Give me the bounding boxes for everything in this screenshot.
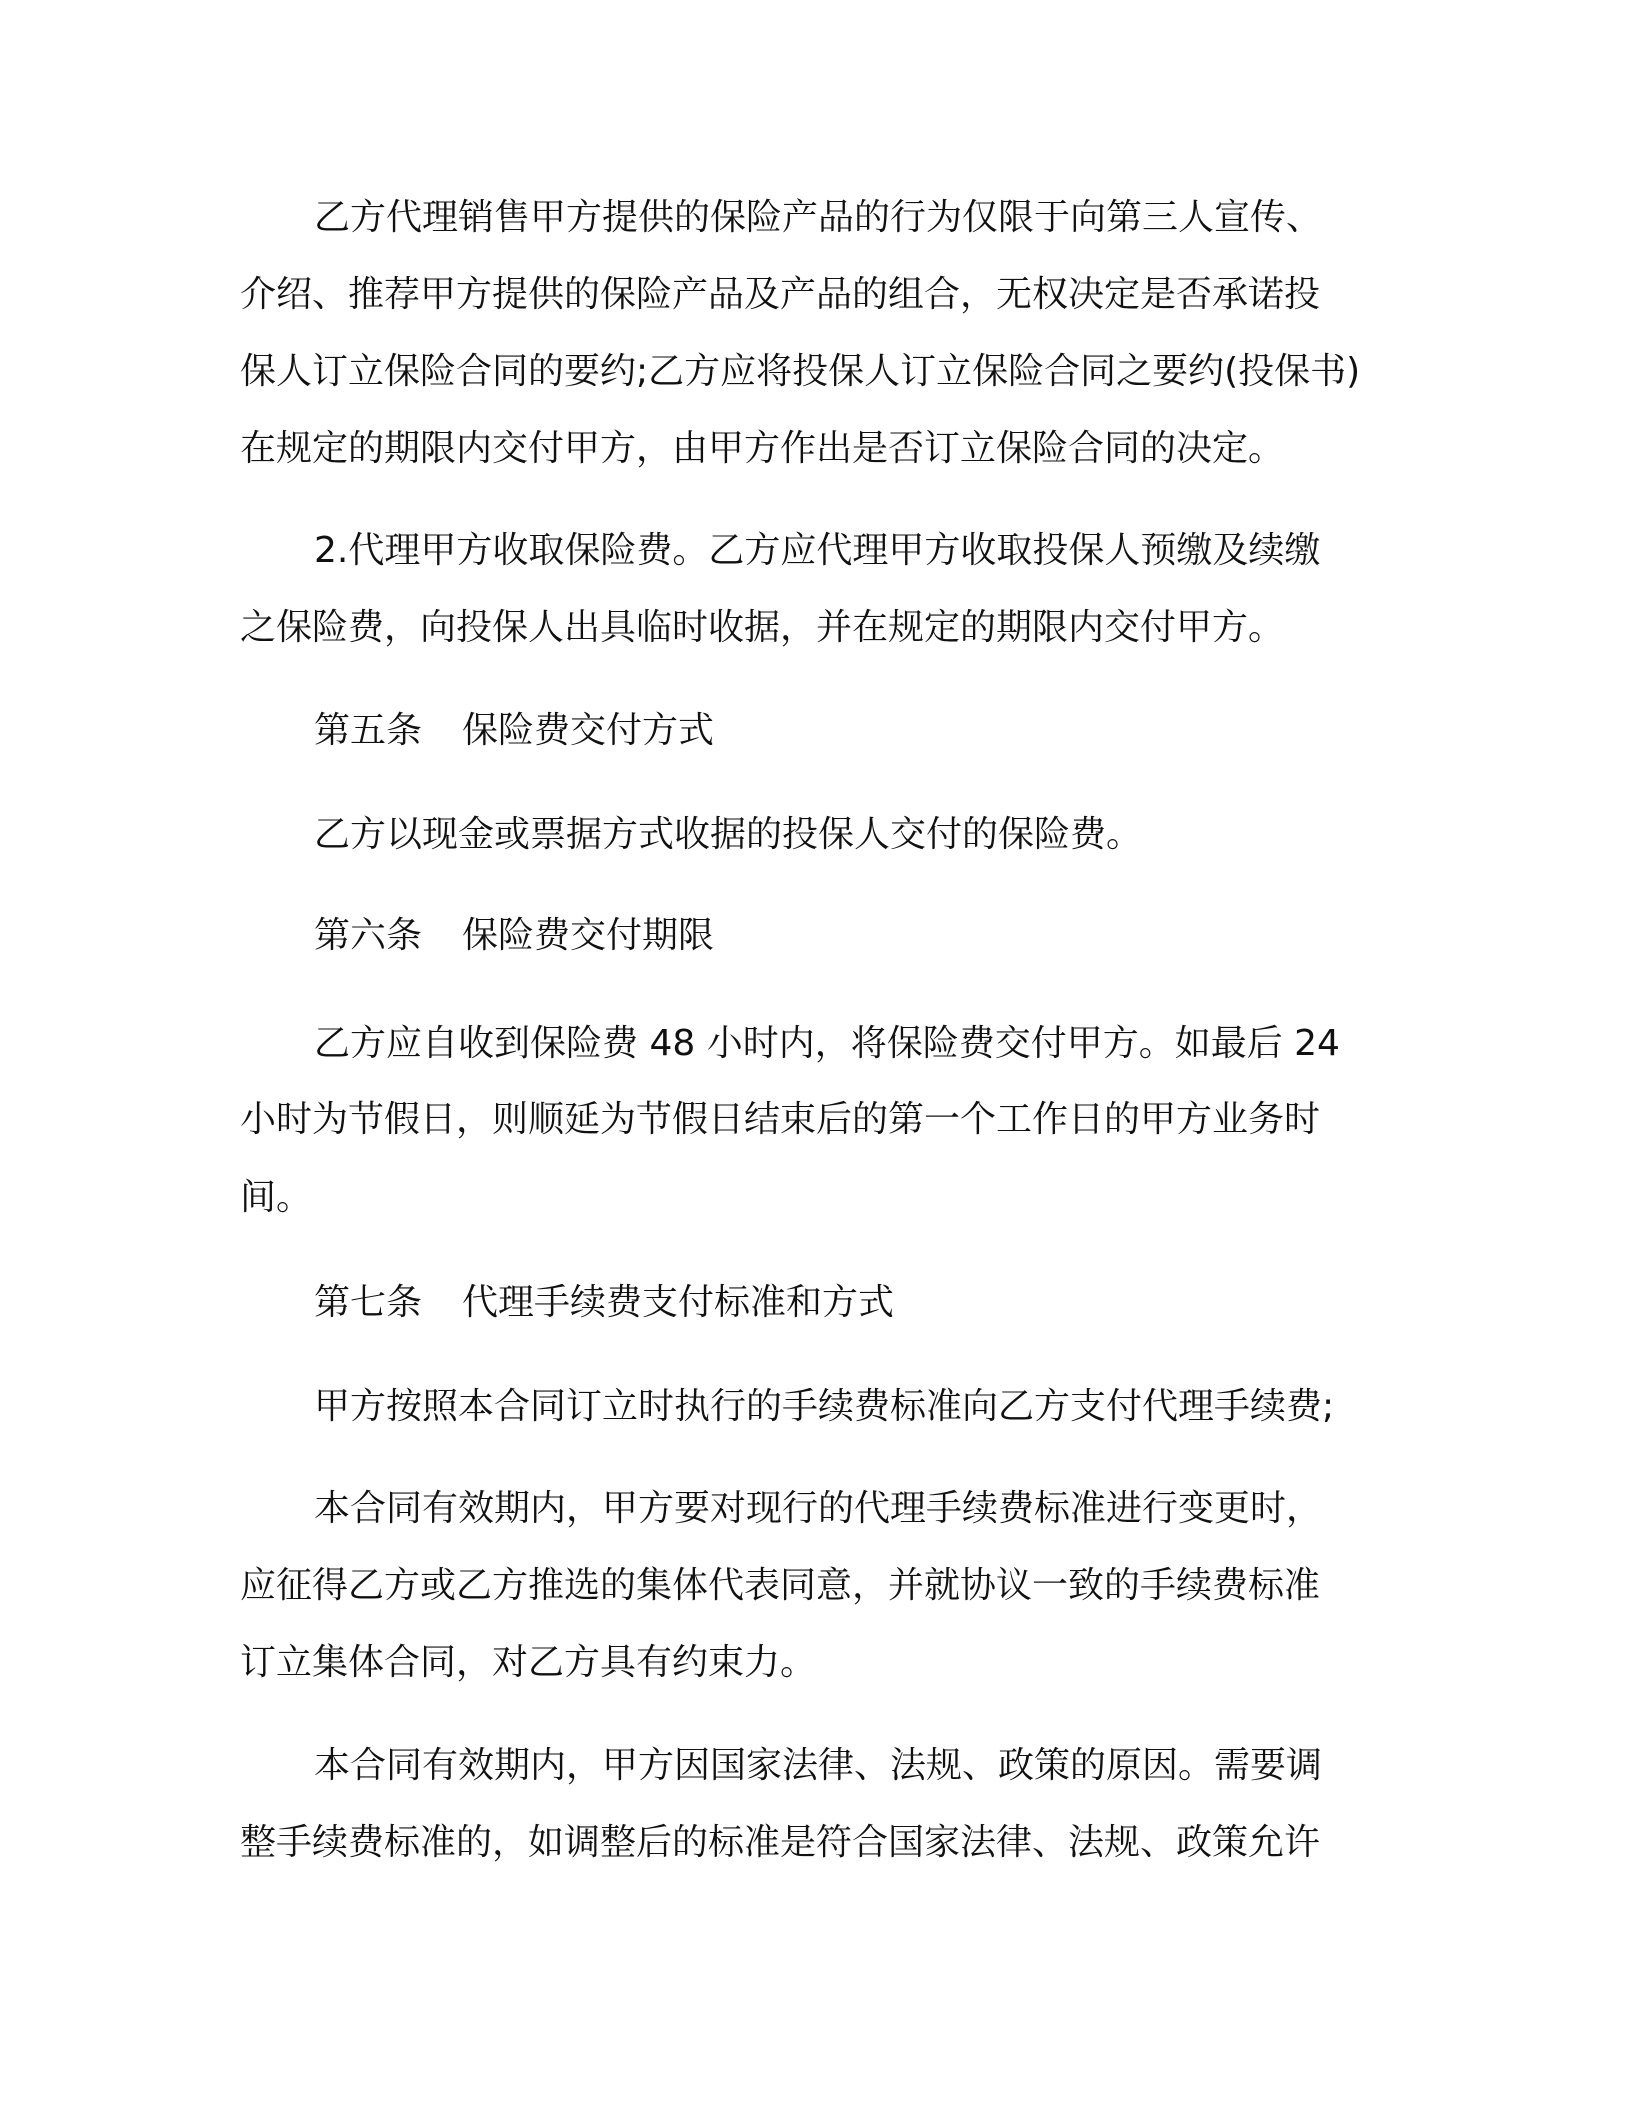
article-title: 保险费交付方式 [462,710,715,751]
paragraph-line: 间。 [240,1177,313,1218]
paragraph-line: 在规定的期限内交付甲方，由甲方作出是否订立保险合同的决定。 [240,428,1285,469]
paragraph-line: 小时为节假日，则顺延为节假日结束后的第一个工作日的甲方业务时 [240,1099,1321,1140]
article-heading-7 [314,1281,894,1325]
paragraph-line: 乙方应自收到保险费 48 小时内，将保险费交付甲方。如最后 24 [314,1023,1340,1064]
paragraph-line: 保人订立保险合同的要约;乙方应将投保人订立保险合同之要约(投保书) [240,351,1361,392]
paragraph-line: 乙方代理销售甲方提供的保险产品的行为仅限于向第三人宣传、 [314,197,1323,238]
paragraph-line: 整手续费标准的，如调整后的标准是符合国家法律、法规、政策允许 [240,1822,1321,1863]
paragraph-line: 甲方按照本合同订立时执行的手续费标准向乙方支付代理手续费; [314,1386,1335,1427]
article-heading-6 [314,914,714,958]
article-heading-5 [314,709,714,753]
paragraph-line: 应征得乙方或乙方推选的集体代表同意，并就协议一致的手续费标准 [240,1565,1321,1606]
article-number: 第六条 [314,915,423,956]
article-number: 第五条 [314,710,423,751]
paragraph-line: 本合同有效期内，甲方要对现行的代理手续费标准进行变更时， [314,1488,1323,1529]
paragraph-line: 介绍、推荐甲方提供的保险产品及产品的组合，无权决定是否承诺投 [240,274,1321,315]
paragraph-line: 之保险费，向投保人出具临时收据，并在规定的期限内交付甲方。 [240,607,1285,648]
paragraph-line: 乙方以现金或票据方式收据的投保人交付的保险费。 [314,814,1143,855]
paragraph-line: 2.代理甲方收取保险费。乙方应代理甲方收取投保人预缴及续缴 [314,530,1321,571]
paragraph-line: 订立集体合同，对乙方具有约束力。 [240,1642,817,1683]
paragraph-line: 本合同有效期内，甲方因国家法律、法规、政策的原因。需要调 [314,1745,1323,1786]
article-title: 代理手续费支付标准和方式 [462,1282,895,1323]
article-title: 保险费交付期限 [462,915,715,956]
article-number: 第七条 [314,1282,423,1323]
